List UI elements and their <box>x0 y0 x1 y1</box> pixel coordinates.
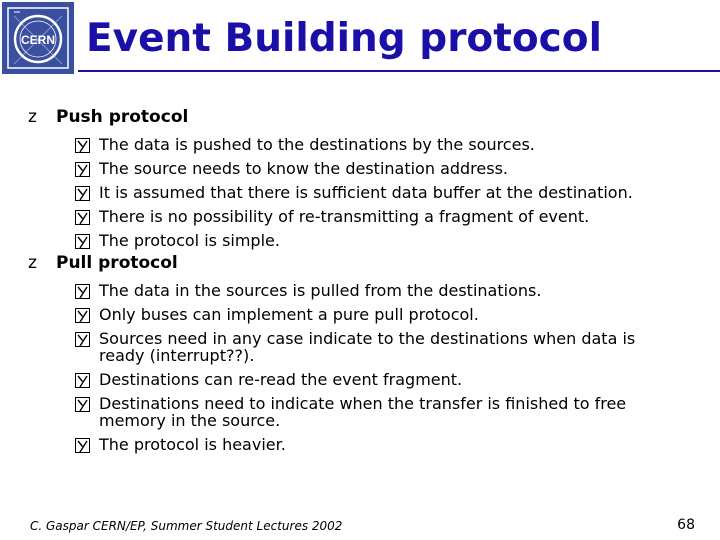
section-heading-label: Push protocol <box>56 107 189 127</box>
bullet-text: There is no possibility of re-transmitting a fragment of event. <box>99 207 590 226</box>
bullet-text: The protocol is heavier. <box>99 435 286 454</box>
bullet-list <box>28 133 708 253</box>
cern-logo-text: CERN <box>20 33 56 47</box>
slide-title: Event Building protocol <box>86 16 602 61</box>
bullet-text: The data is pushed to the destinations by the sources. <box>99 135 535 154</box>
bullet-text: The source needs to know the destination address. <box>99 159 509 178</box>
section-heading-label: Pull protocol <box>56 253 178 273</box>
y-checkbox-icon <box>75 438 90 453</box>
y-checkbox-icon <box>75 234 90 249</box>
bullet-text: Destinations can re-read the event fragment. <box>99 370 463 389</box>
list-item <box>74 205 708 229</box>
z-bullet-icon: z <box>28 107 37 127</box>
y-checkbox-icon <box>75 397 90 412</box>
bullet-text: The data in the sources is pulled from the destinations. <box>99 281 542 300</box>
section-heading <box>28 253 708 279</box>
y-checkbox-icon <box>75 162 90 177</box>
bullet-text: It is assumed that there is sufficient data buffer at the destination. <box>99 183 633 202</box>
list-item <box>74 157 708 181</box>
cern-logo <box>2 2 74 74</box>
bullet-text: Destinations need to indicate when the transfer is finished to free memory in the source. <box>99 394 627 430</box>
y-checkbox-icon <box>75 332 90 347</box>
list-item <box>74 327 708 368</box>
list-item <box>74 368 708 392</box>
y-checkbox-icon <box>75 210 90 225</box>
z-bullet-icon: z <box>28 253 37 273</box>
y-checkbox-icon <box>75 373 90 388</box>
list-item <box>74 279 708 303</box>
section-heading <box>28 107 708 133</box>
bullet-list <box>28 279 708 457</box>
bullet-text: Sources need in any case indicate to the destinations when data is ready (interrupt??). <box>99 329 636 365</box>
list-item <box>74 433 708 457</box>
bullet-text: The protocol is simple. <box>99 231 280 250</box>
slide-body <box>28 107 708 457</box>
list-item <box>74 392 708 433</box>
title-divider <box>78 70 720 72</box>
cern-logo-icon <box>2 2 74 74</box>
page-number: 68 <box>677 517 695 533</box>
y-checkbox-icon <box>75 186 90 201</box>
y-checkbox-icon <box>75 284 90 299</box>
bullet-text: Only buses can implement a pure pull protocol. <box>99 305 479 324</box>
list-item <box>74 133 708 157</box>
y-checkbox-icon <box>75 138 90 153</box>
list-item <box>74 303 708 327</box>
list-item <box>74 181 708 205</box>
footer-credit: C. Gaspar CERN/EP, Summer Student Lectures 2002 <box>30 519 343 533</box>
sections-container <box>28 107 708 457</box>
list-item <box>74 229 708 253</box>
y-checkbox-icon <box>75 308 90 323</box>
